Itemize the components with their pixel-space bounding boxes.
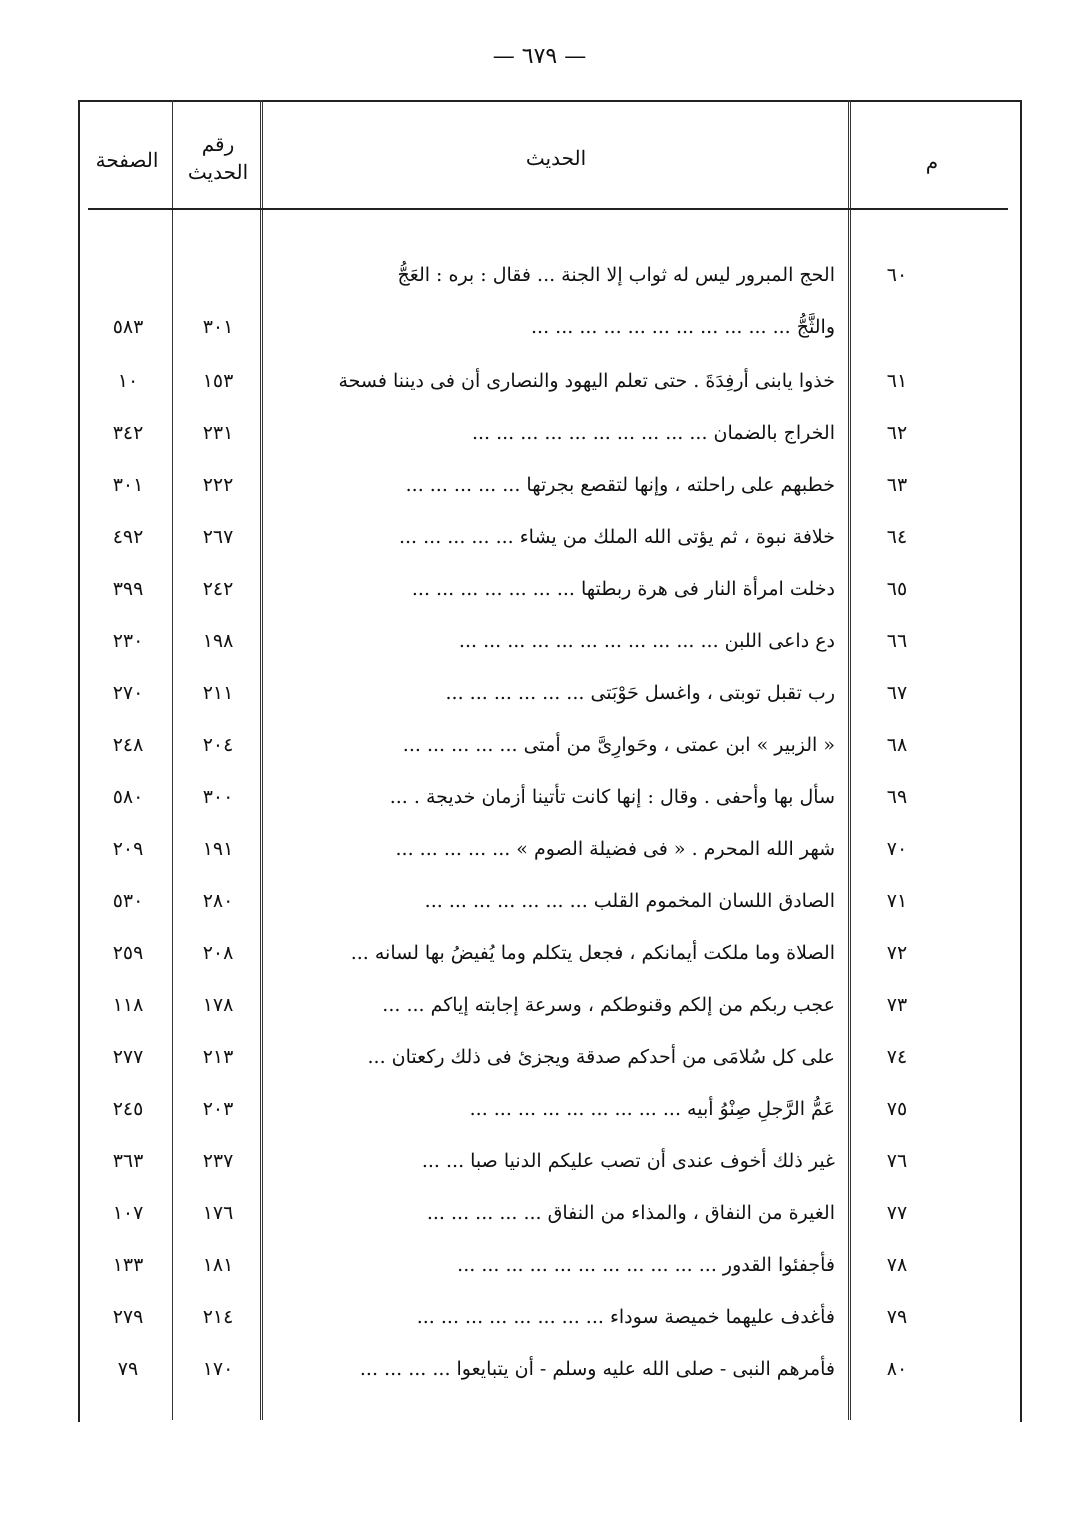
- row-serial: ٦٤: [886, 526, 908, 548]
- table-row: [0, 1094, 1079, 1146]
- row-hadith-number: ٢١٣: [202, 1046, 234, 1068]
- table-row: [0, 626, 1079, 678]
- table-row: [0, 1146, 1079, 1198]
- row-page: ١١٨: [112, 994, 144, 1016]
- row-serial: ٧٣: [886, 994, 908, 1016]
- row-page: ١٣٣: [112, 1254, 144, 1276]
- row-serial: ٨٠: [886, 1358, 908, 1380]
- row-serial: ٦٠: [886, 264, 908, 286]
- header-serial: م: [925, 150, 939, 174]
- table-row: [0, 1042, 1079, 1094]
- table-row: [0, 574, 1079, 626]
- header-hadith: الحديث: [525, 146, 587, 170]
- table-row: [0, 366, 1079, 418]
- row-serial: ٧١: [886, 890, 908, 912]
- row-hadith-number: ٢٨٠: [202, 890, 234, 912]
- row-serial: ٧٥: [886, 1098, 908, 1120]
- row-serial: ٧٠: [886, 838, 908, 860]
- row-serial: ٧٢: [886, 942, 908, 964]
- row-hadith-number: ٢٠٤: [202, 734, 234, 756]
- row-hadith-text: رب تقبل توبتى ، واغسل حَوْبَتى ... ... ... ... ... ...: [445, 682, 835, 704]
- row-hadith-text: فأغدف عليهما خميصة سوداء ... ... ... ... ... ... ... ...: [416, 1306, 835, 1328]
- row-hadith-number: ١٧٨: [202, 994, 234, 1016]
- row-hadith-text: والثَّجُّ ... ... ... ... ... ... ... ... ... ... ...: [531, 316, 835, 338]
- row-hadith-number: ٢٢٢: [202, 474, 234, 496]
- row-page: ٢٧٠: [112, 682, 144, 704]
- table-row: [0, 1354, 1079, 1406]
- row-hadith-text: خذوا يابنى أرفِدَةَ . حتى تعلم اليهود والنصارى أن فى ديننا فسحة: [338, 370, 835, 392]
- row-hadith-text: خطبهم على راحلته ، وإنها لتقصع بجرتها ... ... ... ... ...: [405, 474, 835, 496]
- table-row: [0, 886, 1079, 938]
- row-hadith-number: ٢١١: [202, 682, 234, 704]
- row-serial: ٧٧: [886, 1202, 908, 1224]
- row-hadith-text: الصلاة وما ملكت أيمانكم ، فجعل يتكلم وما يُفيضُ بها لسانه ...: [350, 942, 835, 964]
- table-row: [0, 834, 1079, 886]
- row-hadith-number: ١٨١: [202, 1254, 234, 1276]
- row-hadith-text: سأل بها وأحفى . وقال : إنها كانت تأتينا أزمان خديجة . ...: [389, 786, 835, 808]
- row-hadith-number: ٣٠٠: [202, 786, 234, 808]
- row-hadith-number: ٢٠٨: [202, 942, 234, 964]
- row-hadith-text: « الزبير » ابن عمتى ، وحَوارِىَّ من أمتى ... ... ... ... ...: [402, 734, 835, 756]
- table-row: [0, 260, 1079, 312]
- row-hadith-text: غير ذلك أخوف عندى أن تصب عليكم الدنيا صبا ... ...: [421, 1150, 835, 1172]
- row-page: ٧٩: [117, 1358, 139, 1380]
- row-hadith-text: الخراج بالضمان ... ... ... ... ... ... ... ... ... ...: [471, 422, 835, 444]
- row-hadith-number: ١٧٠: [202, 1358, 234, 1380]
- row-hadith-text: دع داعى اللبن ... ... ... ... ... ... ... ... ... ... ...: [458, 630, 835, 652]
- row-page: ٥٨٣: [112, 316, 144, 338]
- row-hadith-text: عجب ربكم من إلكم وقنوطكم ، وسرعة إجابته إياكم ... ...: [382, 994, 835, 1016]
- row-hadith-text: فأجفئوا القدور ... ... ... ... ... ... ... ... ... ... ...: [457, 1254, 835, 1276]
- row-page: ٥٨٠: [112, 786, 144, 808]
- row-page: ٣٤٢: [112, 422, 144, 444]
- row-hadith-text: الحج المبرور ليس له ثواب إلا الجنة ... فقال : بره : العَجُّ: [397, 264, 835, 286]
- table-row: [0, 470, 1079, 522]
- row-hadith-number: ١٩٨: [202, 630, 234, 652]
- row-hadith-number: ٢٣١: [202, 422, 234, 444]
- row-hadith-number: ٢١٤: [202, 1306, 234, 1328]
- row-hadith-number: ٢٦٧: [202, 526, 234, 548]
- row-serial: ٦١: [886, 370, 908, 392]
- row-hadith-number: ٢٠٣: [202, 1098, 234, 1120]
- row-page: ٢٥٩: [112, 942, 144, 964]
- row-page: ١٠: [117, 370, 139, 392]
- row-hadith-text: الغيرة من النفاق ، والمذاء من النفاق ... ... ... ... ...: [426, 1202, 835, 1224]
- row-serial: ٦٨: [886, 734, 908, 756]
- row-serial: ٧٦: [886, 1150, 908, 1172]
- row-page: ٣٦٣: [112, 1150, 144, 1172]
- row-hadith-text: عَمُّ الرَّجلِ صِنْوُ أبيه ... ... ... ... ... ... ... ... ...: [469, 1098, 835, 1120]
- row-page: ٢٧٧: [112, 1046, 144, 1068]
- row-serial: ٧٤: [886, 1046, 908, 1068]
- row-hadith-text: فأمرهم النبى - صلى الله عليه وسلم - أن يتبايعوا ... ... ... ...: [359, 1358, 835, 1380]
- table-row: [0, 312, 1079, 364]
- row-hadith-number: ١٥٣: [202, 370, 234, 392]
- header-rule: [88, 208, 1008, 210]
- table-row: [0, 1250, 1079, 1302]
- row-hadith-number: ٢٤٢: [202, 578, 234, 600]
- page-number: — ٦٧٩ —: [492, 44, 587, 69]
- table-row: [0, 522, 1079, 574]
- row-hadith-number: ١٩١: [202, 838, 234, 860]
- row-page: ٢٣٠: [112, 630, 144, 652]
- row-hadith-number: ١٧٦: [202, 1202, 234, 1224]
- table-row: [0, 938, 1079, 990]
- row-hadith-text: خلافة نبوة ، ثم يؤتى الله الملك من يشاء ... ... ... ... ...: [398, 526, 835, 548]
- row-hadith-number: ٢٣٧: [202, 1150, 234, 1172]
- row-serial: ٦٩: [886, 786, 908, 808]
- table-row: [0, 1198, 1079, 1250]
- row-hadith-text: على كل سُلامَى من أحدكم صدقة ويجزئ فى ذلك ركعتان ...: [367, 1046, 835, 1068]
- row-serial: ٧٨: [886, 1254, 908, 1276]
- row-page: ٢٠٩: [112, 838, 144, 860]
- table-row: [0, 730, 1079, 782]
- row-serial: ٦٦: [886, 630, 908, 652]
- row-page: ٢٤٨: [112, 734, 144, 756]
- row-page: ٣٠١: [112, 474, 144, 496]
- row-page: ١٠٧: [112, 1202, 144, 1224]
- row-hadith-number: ٣٠١: [202, 316, 234, 338]
- row-hadith-text: شهر الله المحرم . « فى فضيلة الصوم » ... ... ... ... ...: [395, 838, 835, 860]
- row-hadith-text: الصادق اللسان المخموم القلب ... ... ... ... ... ... ...: [424, 890, 835, 912]
- table-row: [0, 782, 1079, 834]
- row-page: ٤٩٢: [112, 526, 144, 548]
- header-page: الصفحة: [95, 148, 159, 172]
- table-row: [0, 1302, 1079, 1354]
- table-row: [0, 990, 1079, 1042]
- row-hadith-text: دخلت امرأة النار فى هرة ربطتها ... ... ... ... ... ... ...: [411, 578, 835, 600]
- row-page: ٣٩٩: [112, 578, 144, 600]
- table-row: [0, 678, 1079, 730]
- row-page: ٢٧٩: [112, 1306, 144, 1328]
- row-serial: ٦٥: [886, 578, 908, 600]
- row-page: ٢٤٥: [112, 1098, 144, 1120]
- row-serial: ٦٧: [886, 682, 908, 704]
- header-hadith-number: رقم الحديث: [187, 132, 249, 184]
- row-serial: ٦٢: [886, 422, 908, 444]
- row-serial: ٦٣: [886, 474, 908, 496]
- row-serial: ٧٩: [886, 1306, 908, 1328]
- row-page: ٥٣٠: [112, 890, 144, 912]
- table-row: [0, 418, 1079, 470]
